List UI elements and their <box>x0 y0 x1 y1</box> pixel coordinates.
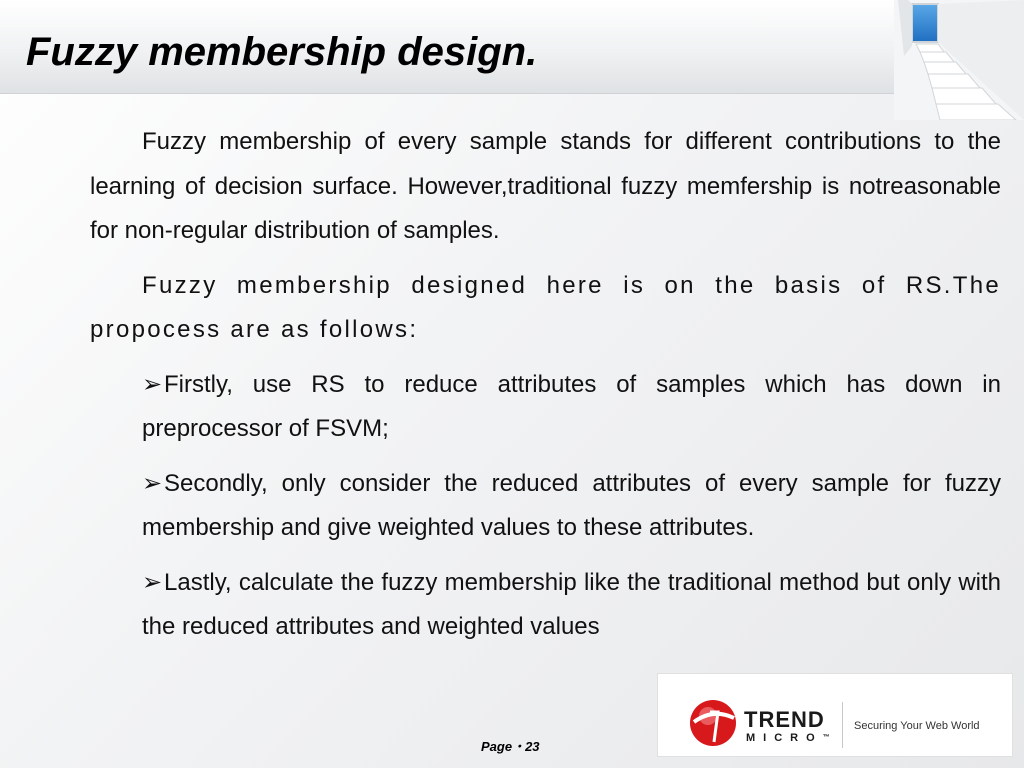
trend-micro-logo <box>657 673 1013 757</box>
page-number: Page・23 <box>481 739 540 754</box>
slide-title: Fuzzy membership design. <box>26 30 538 74</box>
bullet-text-2: Secondly, only consider the reduced attributes of every sample for fuzzy membership and give weighted values to these attributes. <box>142 469 1001 541</box>
trademark: ™ <box>822 734 830 741</box>
bullet-item-2 <box>142 462 1001 551</box>
paragraph-2: Fuzzy membership designed here is on the basis of RS.The propocess are as follows: <box>90 271 1001 343</box>
logo-tagline: Securing Your Web World <box>854 720 980 732</box>
arrow-bullet-icon: ➢ <box>142 469 163 497</box>
bullet-text-1: Firstly, use RS to reduce attributes of samples which has down in preprocessor of FSVM; <box>142 370 1001 442</box>
arrow-bullet-icon: ➢ <box>142 370 163 398</box>
stairs-image <box>894 0 1024 120</box>
bullet-item-3 <box>142 561 1001 650</box>
logo-divider <box>842 702 843 748</box>
brand-line-2: MICRO™ <box>746 732 830 744</box>
slide-body <box>90 120 1001 660</box>
slide-header <box>0 0 1024 94</box>
bullet-item-1 <box>142 363 1001 452</box>
bullet-text-3: Lastly, calculate the fuzzy membership like the traditional method but only with the reduced attributes and weighted values <box>142 568 1001 640</box>
stairs-decoration <box>894 0 1024 120</box>
brand-line-1: TREND <box>744 707 825 732</box>
arrow-bullet-icon: ➢ <box>142 568 163 596</box>
trend-micro-ball-icon <box>688 698 738 748</box>
paragraph-1: Fuzzy membership of every sample stands for different contributions to the learning of decision surface. However,traditional fuzzy memfership is notreasonable for non-regular distribution of samples. <box>90 128 1001 244</box>
